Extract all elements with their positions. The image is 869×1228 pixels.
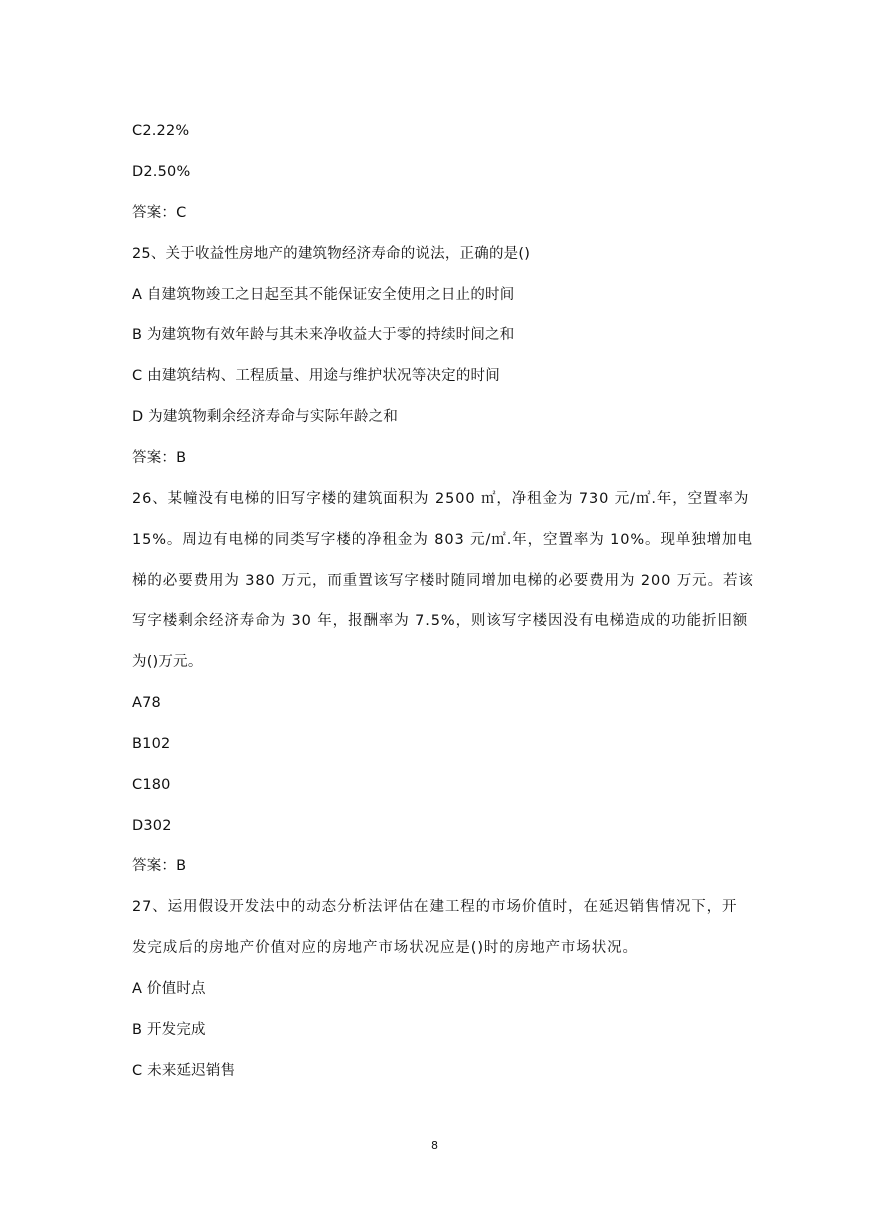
- page-number: 8: [431, 1139, 438, 1152]
- question-25: 25、关于收益性房地产的建筑物经济寿命的说法，正确的是(): [132, 246, 531, 262]
- question-27-line-2: 发完成后的房地产价值对应的房地产市场状况应是()时的房地产市场状况。: [132, 940, 638, 956]
- question-26-line-5: 为()万元。: [132, 654, 203, 670]
- option-d-q26: D302: [132, 818, 172, 834]
- answer-q26: 答案：B: [132, 858, 187, 874]
- option-b-q27: B 开发完成: [132, 1022, 206, 1038]
- option-c-q26: C180: [132, 777, 171, 793]
- question-26-line-3: 梯的必要费用为 380 万元，而重置该写字楼时随同增加电梯的必要费用为 200 万元。若该: [132, 573, 754, 589]
- answer-q24: 答案：C: [132, 205, 187, 221]
- option-c-q24: C2.22%: [132, 123, 190, 139]
- question-27-line-1: 27、运用假设开发法中的动态分析法评估在建工程的市场价值时，在延迟销售情况下，开: [132, 899, 738, 915]
- option-a-q27: A 价值时点: [132, 981, 206, 997]
- option-a-q26: A78: [132, 695, 161, 711]
- option-a-q25: A 自建筑物竣工之日起至其不能保证安全使用之日止的时间: [132, 287, 515, 303]
- option-b-q26: B102: [132, 736, 171, 752]
- option-d-q25: D 为建筑物剩余经济寿命与实际年龄之和: [132, 409, 399, 425]
- question-26-line-1: 26、某幢没有电梯的旧写字楼的建筑面积为 2500 ㎡，净租金为 730 元/㎡.年，空置率为: [132, 491, 750, 507]
- option-c-q25: C 由建筑结构、工程质量、用途与维护状况等决定的时间: [132, 368, 500, 384]
- question-26-line-2: 15%。周边有电梯的同类写字楼的净租金为 803 元/㎡.年，空置率为 10%。现单独增加电: [132, 532, 753, 548]
- option-d-q24: D2.50%: [132, 164, 191, 180]
- answer-q25: 答案：B: [132, 450, 187, 466]
- option-b-q25: B 为建筑物有效年龄与其未来净收益大于零的持续时间之和: [132, 327, 515, 343]
- option-c-q27: C 未来延迟销售: [132, 1063, 236, 1079]
- question-26-line-4: 写字楼剩余经济寿命为 30 年，报酬率为 7.5%，则该写字楼因没有电梯造成的功能折旧额: [132, 613, 749, 629]
